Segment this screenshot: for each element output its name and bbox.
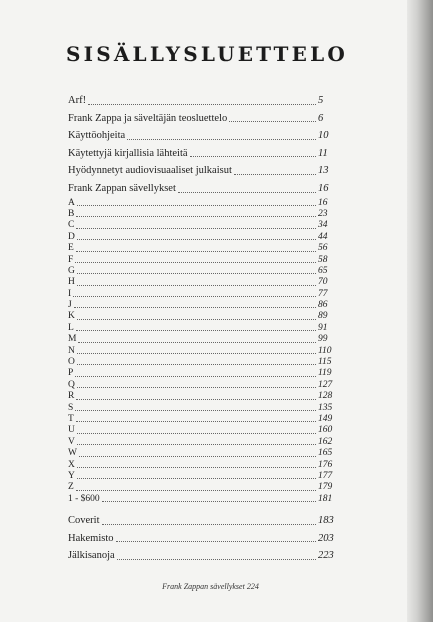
toc-entry-label: X bbox=[68, 459, 75, 470]
toc-entry-label: G bbox=[68, 265, 75, 276]
dot-leader bbox=[77, 386, 316, 388]
toc-entry-label: D bbox=[68, 231, 75, 242]
toc-entry bbox=[68, 482, 336, 493]
toc-entry-label: K bbox=[68, 311, 75, 322]
toc-entry-label: J bbox=[68, 300, 72, 311]
toc-entry-label: Coverit bbox=[68, 515, 100, 527]
toc-entry-label: I bbox=[68, 288, 72, 299]
toc-entry bbox=[68, 180, 336, 198]
table-of-contents bbox=[68, 92, 336, 565]
toc-entry-page: 86 bbox=[318, 300, 328, 311]
toc-entry bbox=[68, 346, 336, 357]
dot-leader bbox=[77, 432, 316, 434]
toc-entry bbox=[68, 277, 336, 288]
toc-entry-page: 176 bbox=[318, 459, 333, 470]
toc-entry-label: Käyttöohjeita bbox=[68, 130, 126, 142]
toc-entry-label: C bbox=[68, 220, 75, 231]
dot-leader bbox=[102, 523, 317, 525]
toc-letter-entries bbox=[68, 198, 336, 506]
toc-entry-label: Frank Zappan sävellykset bbox=[68, 182, 176, 194]
toc-entry-label: S bbox=[68, 402, 74, 413]
dot-leader bbox=[76, 420, 316, 422]
toc-entry-page: 128 bbox=[318, 391, 333, 402]
toc-entry-page: 160 bbox=[318, 425, 333, 436]
toc-entry bbox=[68, 494, 336, 505]
toc-entry-page: 56 bbox=[318, 243, 328, 254]
toc-entry bbox=[68, 380, 336, 391]
dot-leader bbox=[77, 284, 316, 286]
toc-entry bbox=[68, 300, 336, 311]
page-title: SISÄLLYSLUETTELO bbox=[66, 42, 348, 66]
dot-leader bbox=[79, 455, 316, 457]
dot-leader bbox=[77, 204, 316, 206]
toc-entry-page: 99 bbox=[318, 334, 328, 345]
toc-entry-page: 70 bbox=[318, 277, 328, 288]
dot-leader bbox=[102, 500, 316, 502]
toc-entry-label: Q bbox=[68, 379, 75, 390]
toc-entry-page: 34 bbox=[318, 220, 328, 231]
toc-entry-label: Hakemisto bbox=[68, 532, 114, 544]
toc-entry bbox=[68, 92, 336, 110]
toc-entry-page: 16 bbox=[318, 182, 329, 194]
toc-entry-page: 119 bbox=[318, 368, 332, 379]
dot-leader bbox=[76, 227, 316, 229]
toc-entry bbox=[68, 471, 336, 482]
dot-leader bbox=[77, 363, 316, 365]
toc-entry-page: 183 bbox=[318, 515, 334, 527]
toc-entry-page: 135 bbox=[318, 402, 333, 413]
toc-entry-page: 127 bbox=[318, 379, 333, 390]
dot-leader bbox=[74, 306, 316, 308]
toc-entry-page: 223 bbox=[318, 550, 334, 562]
toc-entry-label: R bbox=[68, 391, 75, 402]
toc-separator bbox=[68, 505, 336, 512]
footer-text: Frank Zappan sävellykset 224 bbox=[162, 582, 259, 591]
toc-entry-page: 65 bbox=[318, 265, 328, 276]
dot-leader bbox=[78, 341, 316, 343]
dot-leader bbox=[77, 443, 316, 445]
toc-entry-page: 149 bbox=[318, 413, 333, 424]
dot-leader bbox=[190, 155, 316, 157]
toc-entry-page: 5 bbox=[318, 95, 324, 106]
page-edge-shadow bbox=[407, 0, 433, 622]
dot-leader bbox=[76, 398, 316, 400]
toc-entry bbox=[68, 414, 336, 425]
toc-entry-page: 10 bbox=[318, 130, 329, 142]
toc-entry bbox=[68, 425, 336, 436]
toc-entry bbox=[68, 198, 336, 209]
toc-entry bbox=[68, 243, 336, 254]
dot-leader bbox=[77, 272, 316, 274]
toc-entry bbox=[68, 530, 336, 548]
toc-entry bbox=[68, 512, 336, 530]
toc-entry-label: A bbox=[68, 197, 75, 208]
toc-entry bbox=[68, 162, 336, 180]
dot-leader bbox=[234, 173, 316, 175]
toc-entry-page: 13 bbox=[318, 165, 329, 177]
toc-entry-label: V bbox=[68, 436, 75, 447]
toc-entry-label: Käytettyjä kirjallisia lähteitä bbox=[68, 147, 188, 159]
toc-entry bbox=[68, 368, 336, 379]
dot-leader bbox=[75, 261, 316, 263]
toc-entry-label: 1 - $600 bbox=[68, 493, 100, 504]
toc-entry bbox=[68, 266, 336, 277]
toc-entry bbox=[68, 547, 336, 565]
dot-leader bbox=[127, 138, 316, 140]
dot-leader bbox=[76, 329, 316, 331]
toc-entry bbox=[68, 334, 336, 345]
toc-entry-page: 179 bbox=[318, 482, 333, 493]
toc-entry-label: N bbox=[68, 345, 75, 356]
toc-entry bbox=[68, 145, 336, 163]
dot-leader bbox=[178, 191, 316, 193]
dot-leader bbox=[77, 477, 316, 479]
toc-entry-label: Z bbox=[68, 482, 74, 493]
toc-entry-label: Frank Zappa ja säveltäjän teosluettelo bbox=[68, 112, 228, 124]
toc-entry bbox=[68, 357, 336, 368]
toc-appendix-entries bbox=[68, 512, 336, 565]
toc-entry-label: W bbox=[68, 448, 77, 459]
toc-entry-label: P bbox=[68, 368, 74, 379]
toc-entry-label: Arf! bbox=[68, 95, 87, 106]
toc-entry-label: T bbox=[68, 413, 74, 424]
dot-leader bbox=[77, 318, 316, 320]
toc-entry-page: 16 bbox=[318, 197, 328, 208]
toc-entry bbox=[68, 220, 336, 231]
dot-leader bbox=[88, 103, 316, 105]
toc-entry-page: 6 bbox=[318, 112, 324, 124]
dot-leader bbox=[73, 295, 316, 297]
toc-entry-label: E bbox=[68, 243, 74, 254]
toc-entry bbox=[68, 311, 336, 322]
toc-entry bbox=[68, 391, 336, 402]
toc-entry-page: 165 bbox=[318, 448, 333, 459]
toc-entry-page: 203 bbox=[318, 532, 334, 544]
toc-entry bbox=[68, 127, 336, 145]
toc-entry-label: L bbox=[68, 322, 74, 333]
toc-entry-page: 77 bbox=[318, 288, 328, 299]
toc-entry bbox=[68, 209, 336, 220]
toc-entry-label: B bbox=[68, 208, 75, 219]
toc-entry bbox=[68, 255, 336, 266]
toc-entry-page: 162 bbox=[318, 436, 333, 447]
dot-leader bbox=[76, 250, 316, 252]
toc-entry bbox=[68, 110, 336, 128]
toc-entry bbox=[68, 232, 336, 243]
toc-entry-page: 91 bbox=[318, 322, 328, 333]
toc-entry bbox=[68, 437, 336, 448]
dot-leader bbox=[77, 352, 316, 354]
dot-leader bbox=[75, 409, 316, 411]
toc-entry-label: Hyödynnetyt audiovisuaaliset julkaisut bbox=[68, 165, 232, 177]
toc-entry-page: 44 bbox=[318, 231, 328, 242]
toc-main-entries bbox=[68, 92, 336, 198]
dot-leader bbox=[76, 489, 316, 491]
toc-entry-label: M bbox=[68, 334, 77, 345]
toc-entry-label: H bbox=[68, 277, 75, 288]
toc-entry-page: 23 bbox=[318, 208, 328, 219]
dot-leader bbox=[229, 120, 316, 122]
toc-entry-page: 58 bbox=[318, 254, 328, 265]
dot-leader bbox=[75, 375, 316, 377]
toc-entry-label: U bbox=[68, 425, 75, 436]
dot-leader bbox=[76, 215, 316, 217]
toc-entry-label: O bbox=[68, 357, 75, 368]
dot-leader bbox=[77, 238, 316, 240]
dot-leader bbox=[116, 540, 317, 542]
toc-entry bbox=[68, 403, 336, 414]
toc-entry-page: 110 bbox=[318, 345, 332, 356]
dot-leader bbox=[117, 558, 316, 560]
toc-entry-label: Jälkisanoja bbox=[68, 550, 115, 562]
toc-entry-label: Y bbox=[68, 470, 75, 481]
toc-entry bbox=[68, 323, 336, 334]
toc-entry bbox=[68, 460, 336, 471]
toc-entry bbox=[68, 289, 336, 300]
toc-entry bbox=[68, 448, 336, 459]
toc-entry-page: 181 bbox=[318, 493, 333, 504]
dot-leader bbox=[77, 466, 316, 468]
toc-entry-page: 177 bbox=[318, 470, 333, 481]
toc-entry-page: 115 bbox=[318, 357, 332, 368]
toc-entry-page: 11 bbox=[318, 147, 328, 159]
page-footer bbox=[0, 582, 433, 591]
toc-entry-label: F bbox=[68, 254, 74, 265]
toc-entry-page: 89 bbox=[318, 311, 328, 322]
